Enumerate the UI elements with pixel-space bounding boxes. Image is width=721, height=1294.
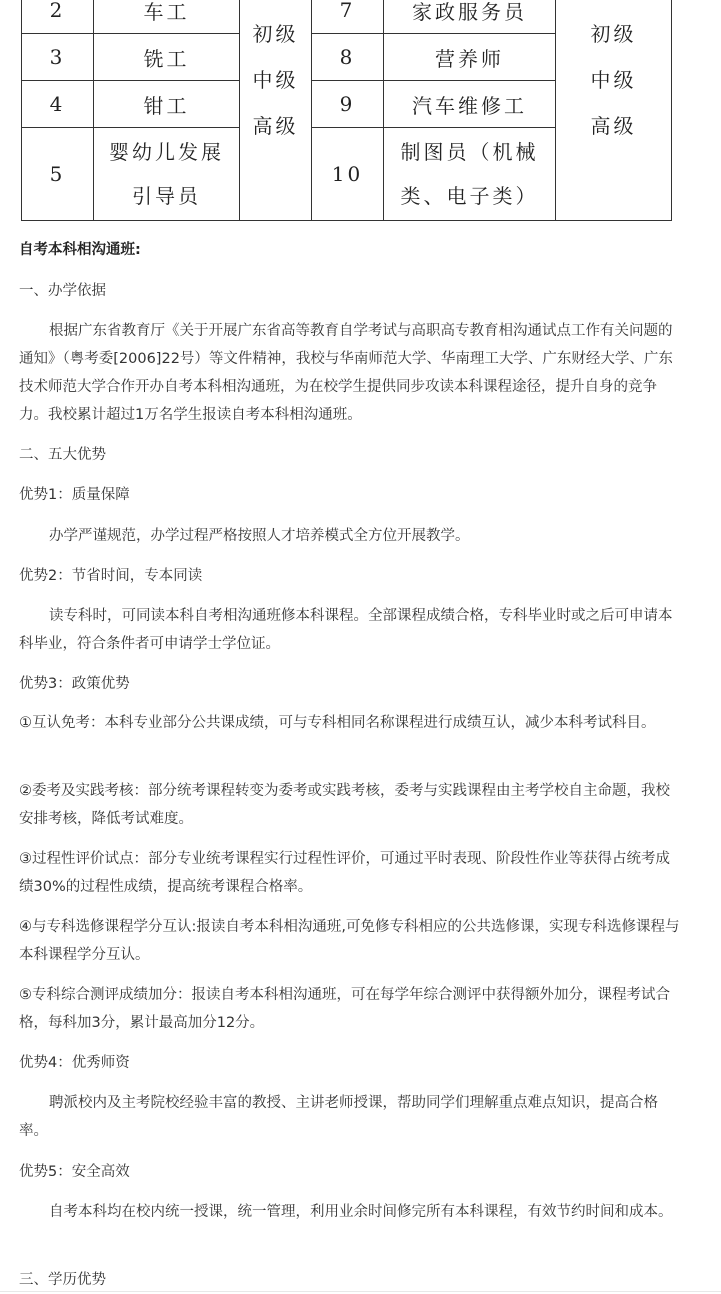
table-cell-no: 10 <box>312 128 384 221</box>
table-cell-no: 4 <box>22 81 94 128</box>
paragraph: 办学严谨规范，办学过程严格按照人才培养模式全方位开展教学。 <box>49 528 470 544</box>
advantage-title: 优势5：安全高效 <box>19 1164 130 1180</box>
level-text: 中级 <box>590 68 637 92</box>
certificate-table <box>21 0 672 221</box>
section-title: 二、五大优势 <box>19 447 106 463</box>
table-cell-job: 营养师 <box>384 34 556 81</box>
job-line: 婴幼儿发展 <box>109 140 224 164</box>
table-cell-no: 3 <box>22 34 94 81</box>
advantage-title: 优势4：优秀师资 <box>19 1055 130 1071</box>
list-item: ①互认免考：本科专业部分公共课成绩，可与专科相同名称课程进行成绩互认，减少本科考试科目。 <box>19 715 656 731</box>
table-cell-job: 铣工 <box>94 34 240 81</box>
advantage-title: 优势2：节省时间，专本同读 <box>19 568 203 584</box>
advantage-title: 优势3：政策优势 <box>19 676 130 692</box>
table-cell-no: 2 <box>22 0 94 34</box>
section-heading: 自考本科相沟通班: <box>19 242 141 258</box>
table-cell-levels-right <box>556 0 672 221</box>
table-row <box>22 0 672 34</box>
level-text: 中级 <box>252 68 299 92</box>
table-cell-no: 5 <box>22 128 94 221</box>
table-cell-no: 7 <box>312 0 384 34</box>
level-text: 高级 <box>252 114 299 138</box>
advantage-title: 优势1：质量保障 <box>19 487 130 503</box>
table-cell-job <box>384 128 556 221</box>
table-cell-no: 8 <box>312 34 384 81</box>
level-text: 高级 <box>590 114 637 138</box>
paragraph: 聘派校内及主考院校经验丰富的教授、主讲老师授课，帮助同学们理解重点难点知识，提高合格率。 <box>19 1095 658 1139</box>
level-text: 初级 <box>590 22 637 46</box>
table-cell-job: 汽车维修工 <box>384 81 556 128</box>
level-text: 初级 <box>252 22 299 46</box>
paragraph: 根据广东省教育厅《关于开展广东省高等教育自学考试与高职高专教育相沟通试点工作有关问题的通知》（粤考委[2006]22号）等文件精神，我校与华南师范大学、华南理工大学、广东财经大学、广东技术师范大学合作开办自考本科相沟通班，为在校学生提供同步攻读本科课程途径，提升自身的竞争力。我校累计超过1万名学生报读自考本科相沟通班。 <box>19 323 673 423</box>
section-title: 三、学历优势 <box>19 1272 106 1288</box>
table-cell-no: 9 <box>312 81 384 128</box>
table-cell-job: 钳工 <box>94 81 240 128</box>
job-line: 制图员（机械 <box>400 140 539 164</box>
paragraph: 自考本科均在校内统一授课，统一管理，利用业余时间修完所有本科课程，有效节约时间和成本。 <box>49 1204 673 1220</box>
list-item: ⑤专科综合测评成绩加分：报读自考本科相沟通班，可在每学年综合测评中获得额外加分，课程考试合格，每科加3分，累计最高加分12分。 <box>19 987 670 1031</box>
table-cell-levels-left <box>240 0 312 221</box>
table-cell-job <box>94 128 240 221</box>
section-title: 一、办学依据 <box>19 283 106 299</box>
table-cell-job: 车工 <box>94 0 240 34</box>
table-cell-job: 家政服务员 <box>384 0 556 34</box>
list-item: ④与专科选修课程学分互认:报读自考本科相沟通班,可免修专科相应的公共选修课，实现专科选修课程与本科课程学分互认。 <box>19 919 680 963</box>
list-item: ②委考及实践考核：部分统考课程转变为委考或实践考核，委考与实践课程由主考学校自主命题，我校安排考核，降低考试难度。 <box>19 783 670 827</box>
paragraph: 读专科时，可同读本科自考相沟通班修本科课程。全部课程成绩合格，专科毕业时或之后可申请本科毕业，符合条件者可申请学士学位证。 <box>19 608 673 652</box>
divider <box>0 1291 721 1292</box>
list-item: ③过程性评价试点：部分专业统考课程实行过程性评价，可通过平时表现、阶段性作业等获得占统考成绩30%的过程性成绩，提高统考课程合格率。 <box>19 851 670 895</box>
job-line: 类、电子类） <box>400 184 539 208</box>
job-line: 引导员 <box>132 184 201 208</box>
